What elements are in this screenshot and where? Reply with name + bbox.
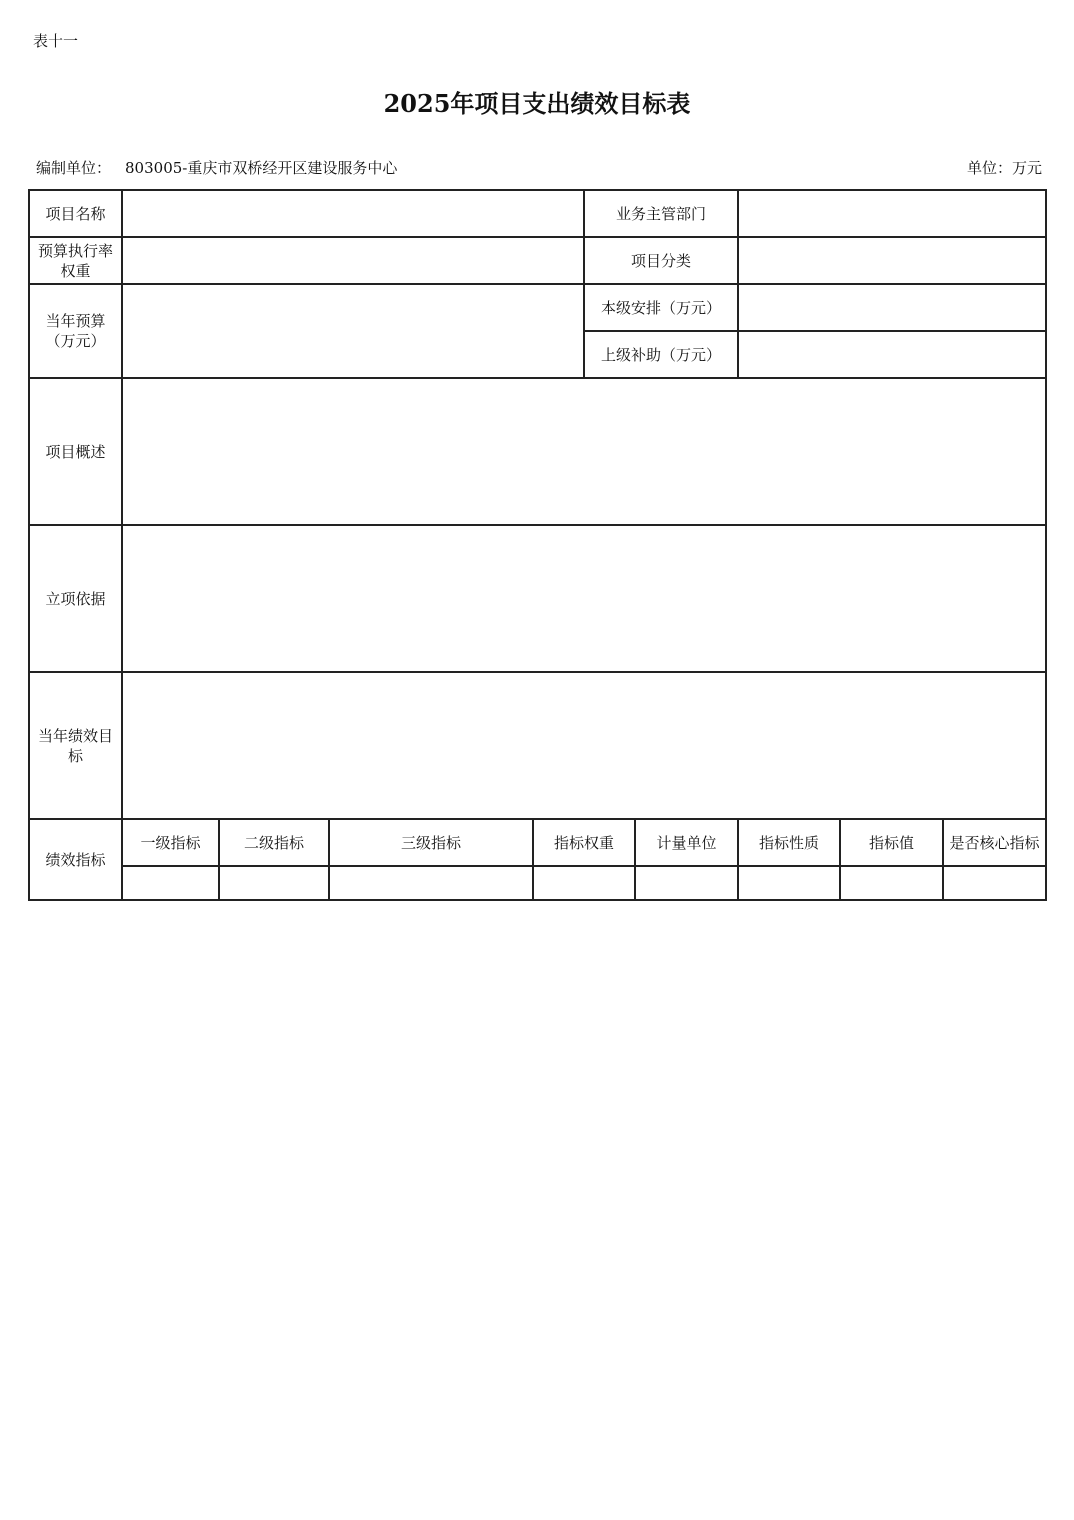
label-upper: 上级补助（万元）	[584, 331, 738, 378]
value-category[interactable]	[738, 237, 1046, 284]
cell-level1[interactable]	[122, 866, 219, 900]
header-value: 指标值	[840, 819, 943, 866]
label-indicators: 绩效指标	[29, 819, 122, 900]
cell-value[interactable]	[840, 866, 943, 900]
table-number: 表十一	[33, 32, 79, 50]
value-upper[interactable]	[738, 331, 1046, 378]
cell-core[interactable]	[943, 866, 1046, 900]
label-category: 项目分类	[584, 237, 738, 284]
org-label: 编制单位：	[36, 159, 112, 177]
label-local: 本级安排（万元）	[584, 284, 738, 331]
label-overview: 项目概述	[29, 378, 122, 525]
label-exec-weight: 预算执行率权重	[29, 237, 122, 284]
label-project-name: 项目名称	[29, 190, 122, 237]
label-target: 当年绩效目标	[29, 672, 122, 819]
value-project-name[interactable]	[122, 190, 584, 237]
header-weight: 指标权重	[533, 819, 635, 866]
page-title: 2025年项目支出绩效目标表	[383, 89, 691, 118]
value-dept[interactable]	[738, 190, 1046, 237]
header-level2: 二级指标	[219, 819, 329, 866]
label-budget: 当年预算（万元）	[29, 284, 122, 378]
cell-level2[interactable]	[219, 866, 329, 900]
value-overview[interactable]	[122, 378, 1046, 525]
cell-weight[interactable]	[533, 866, 635, 900]
org-value: 803005-重庆市双桥经开区建设服务中心	[125, 159, 398, 177]
cell-unit[interactable]	[635, 866, 738, 900]
header-level3: 三级指标	[329, 819, 533, 866]
header-level1: 一级指标	[122, 819, 219, 866]
value-basis[interactable]	[122, 525, 1046, 672]
cell-level3[interactable]	[329, 866, 533, 900]
value-exec-weight[interactable]	[122, 237, 584, 284]
value-budget[interactable]	[122, 284, 584, 378]
label-dept: 业务主管部门	[584, 190, 738, 237]
header-unit: 计量单位	[635, 819, 738, 866]
header-core: 是否核心指标	[943, 819, 1046, 866]
org-line	[36, 157, 397, 178]
label-basis: 立项依据	[29, 525, 122, 672]
unit-label: 单位：万元	[966, 159, 1042, 177]
value-target[interactable]	[122, 672, 1046, 819]
value-local[interactable]	[738, 284, 1046, 331]
performance-target-table	[28, 189, 1047, 901]
cell-nature[interactable]	[738, 866, 840, 900]
header-nature: 指标性质	[738, 819, 840, 866]
